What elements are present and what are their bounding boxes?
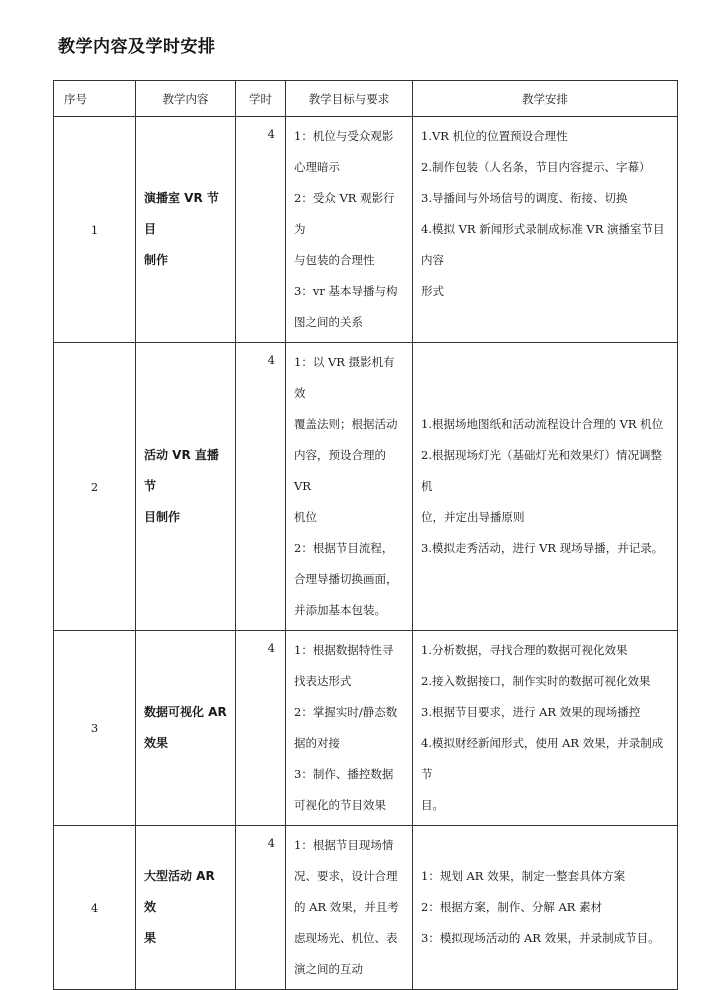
cell-line: 活动 VR 直播节: [144, 448, 219, 493]
cell-line: 形式: [421, 284, 444, 298]
arrangement-cell: [413, 631, 678, 826]
cell-line: 演播室 VR 节目: [144, 191, 219, 236]
header-content: 教学内容: [136, 81, 236, 117]
cell-line: 果: [144, 931, 157, 945]
page-title: 教学内容及学时安排: [58, 37, 216, 57]
goals-cell: [286, 117, 413, 343]
hours-cell: 4: [236, 343, 286, 631]
table-header-row: [54, 81, 678, 117]
cell-line: 图之间的关系: [294, 315, 363, 329]
goals-cell: [286, 343, 413, 631]
cell-line: 4.模拟 VR 新闻形式录制成标准 VR 演播室节目内容: [421, 222, 665, 267]
cell-line: 目制作: [144, 510, 181, 524]
cell-line: 效果: [144, 736, 169, 750]
header-hours: 学时: [236, 81, 286, 117]
goals-cell: [286, 631, 413, 826]
content-cell: [136, 343, 236, 631]
cell-line: 制作: [144, 253, 169, 267]
cell-line: 况、要求，设计合理: [294, 869, 398, 883]
cell-line: 1：规划 AR 效果，制定一整套具体方案: [421, 869, 626, 883]
arrangement-cell: [413, 343, 678, 631]
cell-line: 2：受众 VR 观影行为: [294, 191, 395, 236]
cell-line: 2.接入数据接口，制作实时的数据可视化效果: [421, 674, 651, 688]
cell-line: 目。: [421, 798, 444, 812]
cell-line: 据的对接: [294, 736, 340, 750]
hours-cell: 4: [236, 117, 286, 343]
cell-line: 并添加基本包装。: [294, 603, 386, 617]
goals-cell: [286, 826, 413, 990]
cell-line: 2.制作包装（人名条，节目内容提示、字幕）: [421, 160, 651, 174]
cell-line: 数据可视化 AR: [144, 705, 227, 719]
cell-line: 心理暗示: [294, 160, 340, 174]
header-arrangement: 教学安排: [413, 81, 678, 117]
cell-line: 3.导播间与外场信号的调度、衔接、切换: [421, 191, 628, 205]
arrangement-cell: [413, 117, 678, 343]
cell-line: 找表达形式: [294, 674, 352, 688]
header-no: 序号: [54, 81, 136, 117]
cell-line: 3.模拟走秀活动，进行 VR 现场导播，并记录。: [421, 541, 664, 555]
cell-line: 1：机位与受众观影: [294, 129, 394, 143]
cell-line: 2：掌握实时/静态数: [294, 705, 398, 719]
hours-cell: 4: [236, 631, 286, 826]
header-goals: 教学目标与要求: [286, 81, 413, 117]
cell-line: 与包装的合理性: [294, 253, 375, 267]
arrangement-cell: [413, 826, 678, 990]
cell-line: 3：制作、播控数据: [294, 767, 394, 781]
schedule-table: [53, 80, 678, 990]
cell-line: 2.根据现场灯光（基础灯光和效果灯）情况调整机: [421, 448, 662, 493]
content-cell: [136, 117, 236, 343]
content-cell: [136, 631, 236, 826]
cell-line: 3.根据节目要求，进行 AR 效果的现场播控: [421, 705, 641, 719]
hours-cell: 4: [236, 826, 286, 990]
cell-line: 内容，预设合理的 VR: [294, 448, 386, 493]
cell-line: 演之间的互动: [294, 962, 363, 976]
table-row: [54, 343, 678, 631]
cell-line: 2：根据方案，制作、分解 AR 素材: [421, 900, 603, 914]
cell-line: 1：根据数据特性寻: [294, 643, 394, 657]
cell-line: 虑现场光、机位、表: [294, 931, 398, 945]
cell-line: 覆盖法则；根据活动: [294, 417, 398, 431]
cell-line: 1：以 VR 摄影机有效: [294, 355, 395, 400]
cell-line: 可视化的节目效果: [294, 798, 386, 812]
cell-line: 机位: [294, 510, 317, 524]
cell-line: 3：vr 基本导播与构: [294, 284, 398, 298]
cell-line: 位，并定出导播原则: [421, 510, 525, 524]
cell-line: 1.VR 机位的位置预设合理性: [421, 129, 568, 143]
cell-line: 合理导播切换画面，: [294, 572, 398, 586]
row-number: 3: [54, 631, 136, 826]
content-cell: [136, 826, 236, 990]
table-row: [54, 117, 678, 343]
cell-line: 1：根据节目现场情: [294, 838, 394, 852]
cell-line: 大型活动 AR 效: [144, 869, 215, 914]
cell-line: 1.根据场地图纸和活动流程设计合理的 VR 机位: [421, 417, 664, 431]
cell-line: 3：模拟现场活动的 AR 效果，并录制成节目。: [421, 931, 660, 945]
cell-line: 2：根据节目流程，: [294, 541, 394, 555]
cell-line: 4.模拟财经新闻形式，使用 AR 效果，并录制成节: [421, 736, 664, 781]
table-row: [54, 631, 678, 826]
cell-line: 的 AR 效果，并且考: [294, 900, 399, 914]
table-row: [54, 826, 678, 990]
row-number: 4: [54, 826, 136, 990]
cell-line: 1.分析数据，寻找合理的数据可视化效果: [421, 643, 628, 657]
row-number: 2: [54, 343, 136, 631]
row-number: 1: [54, 117, 136, 343]
